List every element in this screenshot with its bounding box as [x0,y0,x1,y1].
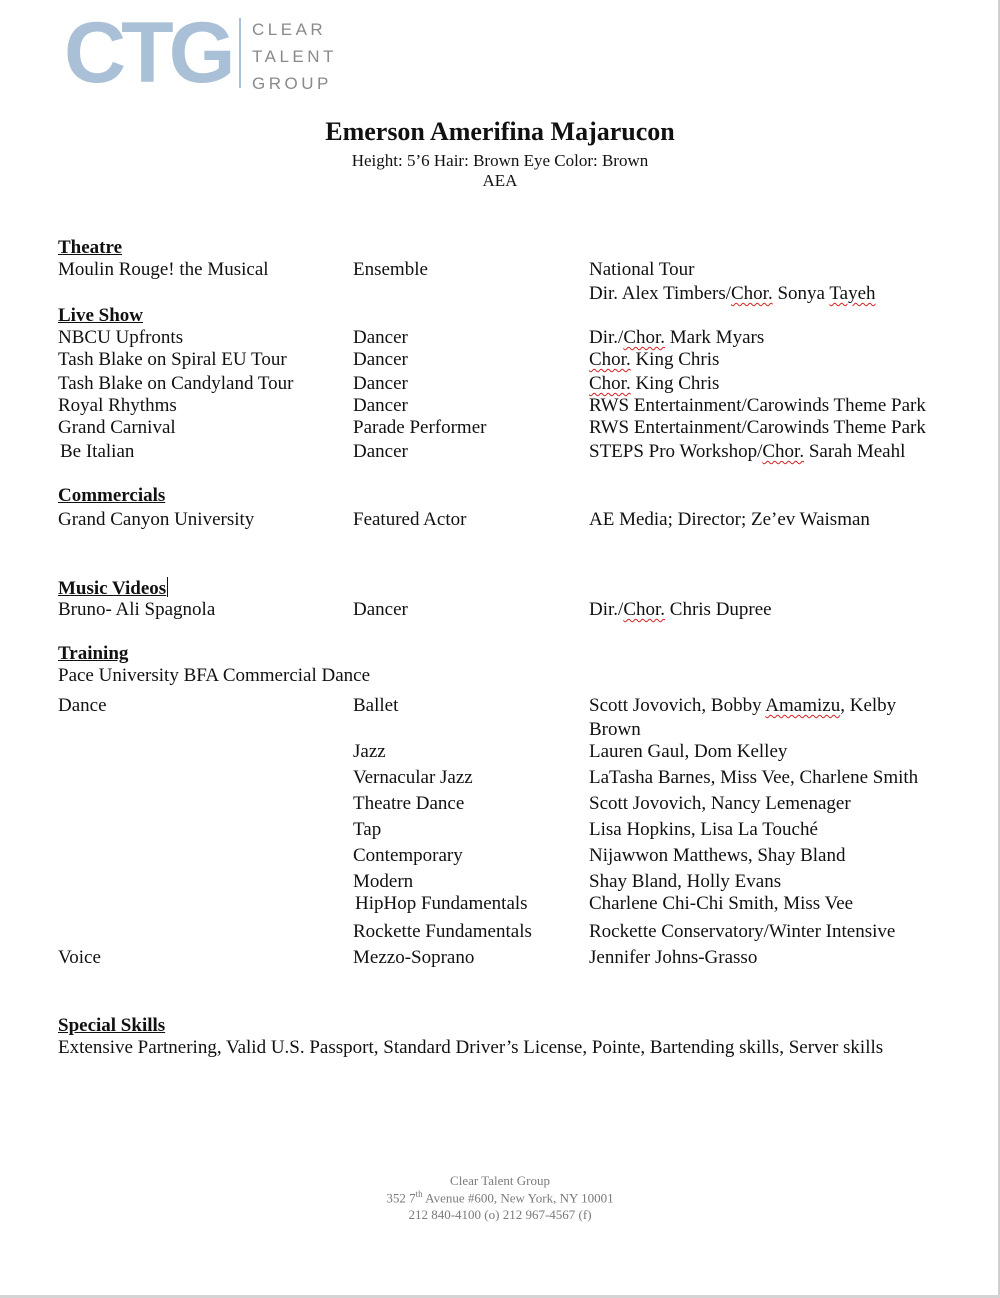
live-show-name: Tash Blake on Candyland Tour [58,373,294,394]
performer-name: Emerson Amerifina Majarucon [325,117,675,146]
theatre-role: Ensemble [353,259,428,280]
union-affiliation: AEA [482,171,518,190]
training-style: Jazz [353,741,386,762]
section-live-show-title: Live Show [58,305,143,326]
live-show-credit: RWS Entertainment/Carowinds Theme Park [589,417,926,438]
theatre-credit: National Tour [589,259,695,280]
section-theatre-title: Theatre [58,237,123,258]
section-music-videos-title: Music Videos [58,578,167,599]
music-video-credit: Dir./Chor. Chris Dupree [589,599,772,620]
ctg-logo [64,5,337,101]
live-show-name: Royal Rhythms [58,395,177,416]
training-teachers: LaTasha Barnes, Miss Vee, Charlene Smith [589,767,919,788]
music-video-role: Dancer [353,599,408,620]
theatre-show: Moulin Rouge! the Musical [58,259,269,280]
logo-letters: CTG [64,5,231,101]
training-style: Tap [353,819,382,840]
footer-phone: 212 840-4100 (o) 212 967-4567 (f) [408,1207,592,1222]
footer-company: Clear Talent Group [450,1173,550,1188]
live-show-name: Be Italian [60,441,135,462]
training-teachers: Scott Jovovich, Nancy Lemenager [589,793,851,814]
commercial-name: Grand Canyon University [58,509,255,530]
live-show-name: Tash Blake on Spiral EU Tour [58,349,287,370]
training-teachers: Scott Jovovich, Bobby Amamizu, Kelby [589,695,897,716]
commercial-role: Featured Actor [353,509,467,530]
live-show-role: Dancer [353,327,408,348]
training-teachers: Shay Bland, Holly Evans [589,871,782,892]
text-cursor [167,577,168,597]
live-show-credit: Chor. King Chris [589,373,720,394]
live-show-role: Parade Performer [353,417,487,438]
training-school: Pace University BFA Commercial Dance [58,665,371,686]
training-style: Theatre Dance [353,793,465,814]
live-show-name: Grand Carnival [58,417,176,438]
training-voice-label: Voice [58,947,101,968]
live-show-credit: RWS Entertainment/Carowinds Theme Park [589,395,926,416]
training-teachers: Lauren Gaul, Dom Kelley [589,741,788,762]
training-style: Contemporary [353,845,463,866]
footer-address: 352 7th Avenue #600, New York, NY 10001 [386,1189,614,1206]
live-show-role: Dancer [353,373,408,394]
training-dance-label: Dance [58,695,107,716]
special-skills-text: Extensive Partnering, Valid U.S. Passport, Standard Driver’s License, Pointe, Bartending skills, Server skills [58,1037,884,1058]
training-teachers: Nijawwon Matthews, Shay Bland [589,845,846,866]
training-teachers-line2: Brown [589,719,641,740]
section-training-title: Training [58,643,129,664]
training-teachers: Lisa Hopkins, Lisa La Touché [589,819,818,840]
music-video-name: Bruno- Ali Spagnola [58,599,216,620]
theatre-credit-line2: Dir. Alex Timbers/Chor. Sonya Tayeh [589,283,876,304]
training-style: HipHop Fundamentals [355,893,528,914]
training-style: Rockette Fundamentals [353,921,532,942]
training-style: Modern [353,871,414,892]
logo-divider [239,18,241,88]
section-special-skills-title: Special Skills [58,1015,166,1036]
training-teachers: Rockette Conservatory/Winter Intensive [589,921,896,942]
live-show-role: Dancer [353,395,408,416]
live-show-credit: Chor. King Chris [589,349,720,370]
section-commercials-title: Commercials [58,485,166,506]
training-style: Vernacular Jazz [353,767,473,788]
training-voice-teacher: Jennifer Johns-Grasso [589,947,758,968]
live-show-role: Dancer [353,349,408,370]
commercial-credit: AE Media; Director; Ze’ev Waisman [589,509,870,530]
training-voice-type: Mezzo-Soprano [353,947,475,968]
live-show-name: NBCU Upfronts [58,327,184,348]
live-show-credit: STEPS Pro Workshop/Chor. Sarah Meahl [589,441,906,462]
physical-stats: Height: 5’6 Hair: Brown Eye Color: Brown [351,151,649,170]
logo-words: CLEAR TALENT GROUP [252,20,337,93]
live-show-role: Dancer [353,441,408,462]
training-teachers: Charlene Chi-Chi Smith, Miss Vee [589,893,854,914]
live-show-credit: Dir./Chor. Mark Myars [589,327,765,348]
training-style: Ballet [353,695,399,716]
